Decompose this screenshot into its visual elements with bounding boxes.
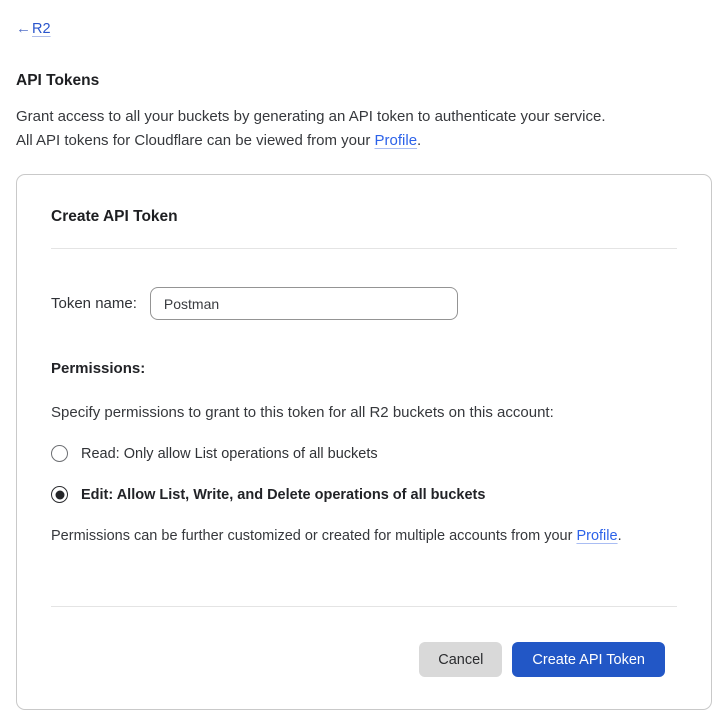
note-text: Permissions can be further customized or created for multiple accounts from your bbox=[51, 528, 577, 544]
radio-read-label: Read: Only allow List operations of all buckets bbox=[81, 445, 378, 462]
token-name-label: Token name: bbox=[51, 295, 137, 312]
permissions-instruction: Specify permissions to grant to this token for all R2 buckets on this account: bbox=[51, 404, 554, 421]
radio-edit-label: Edit: Allow List, Write, and Delete operations of all buckets bbox=[81, 486, 486, 503]
profile-link-note[interactable]: Profile bbox=[576, 528, 618, 544]
back-navigation[interactable] bbox=[16, 20, 708, 37]
create-api-token-card bbox=[16, 174, 712, 710]
note-period: . bbox=[617, 528, 622, 544]
token-name-input[interactable] bbox=[150, 287, 458, 320]
card-title-divider bbox=[51, 248, 677, 249]
radio-option-edit[interactable] bbox=[51, 486, 677, 503]
permissions-heading: Permissions: bbox=[51, 360, 146, 377]
cancel-button[interactable]: Cancel bbox=[419, 642, 502, 677]
card-title: Create API Token bbox=[51, 208, 178, 225]
description-line2: All API tokens for Cloudflare can be viewed from your bbox=[16, 132, 375, 149]
page-title: API Tokens bbox=[16, 72, 100, 89]
permissions-note bbox=[51, 528, 677, 544]
back-link-r2[interactable]: R2 bbox=[32, 20, 51, 37]
card-footer bbox=[51, 606, 677, 709]
description-line1: Grant access to all your buckets by generating an API token to authenticate your service. bbox=[16, 108, 606, 125]
token-name-row bbox=[51, 287, 677, 320]
radio-edit-icon[interactable] bbox=[51, 486, 68, 503]
button-row bbox=[51, 642, 665, 677]
radio-read-icon[interactable] bbox=[51, 445, 68, 462]
create-api-token-button[interactable]: Create API Token bbox=[512, 642, 665, 677]
radio-option-read[interactable] bbox=[51, 445, 677, 462]
profile-link-description[interactable]: Profile bbox=[374, 132, 418, 149]
page-description bbox=[16, 105, 696, 153]
description-period: . bbox=[417, 132, 422, 149]
footer-divider bbox=[51, 606, 677, 607]
back-arrow-icon: ← bbox=[16, 20, 31, 37]
